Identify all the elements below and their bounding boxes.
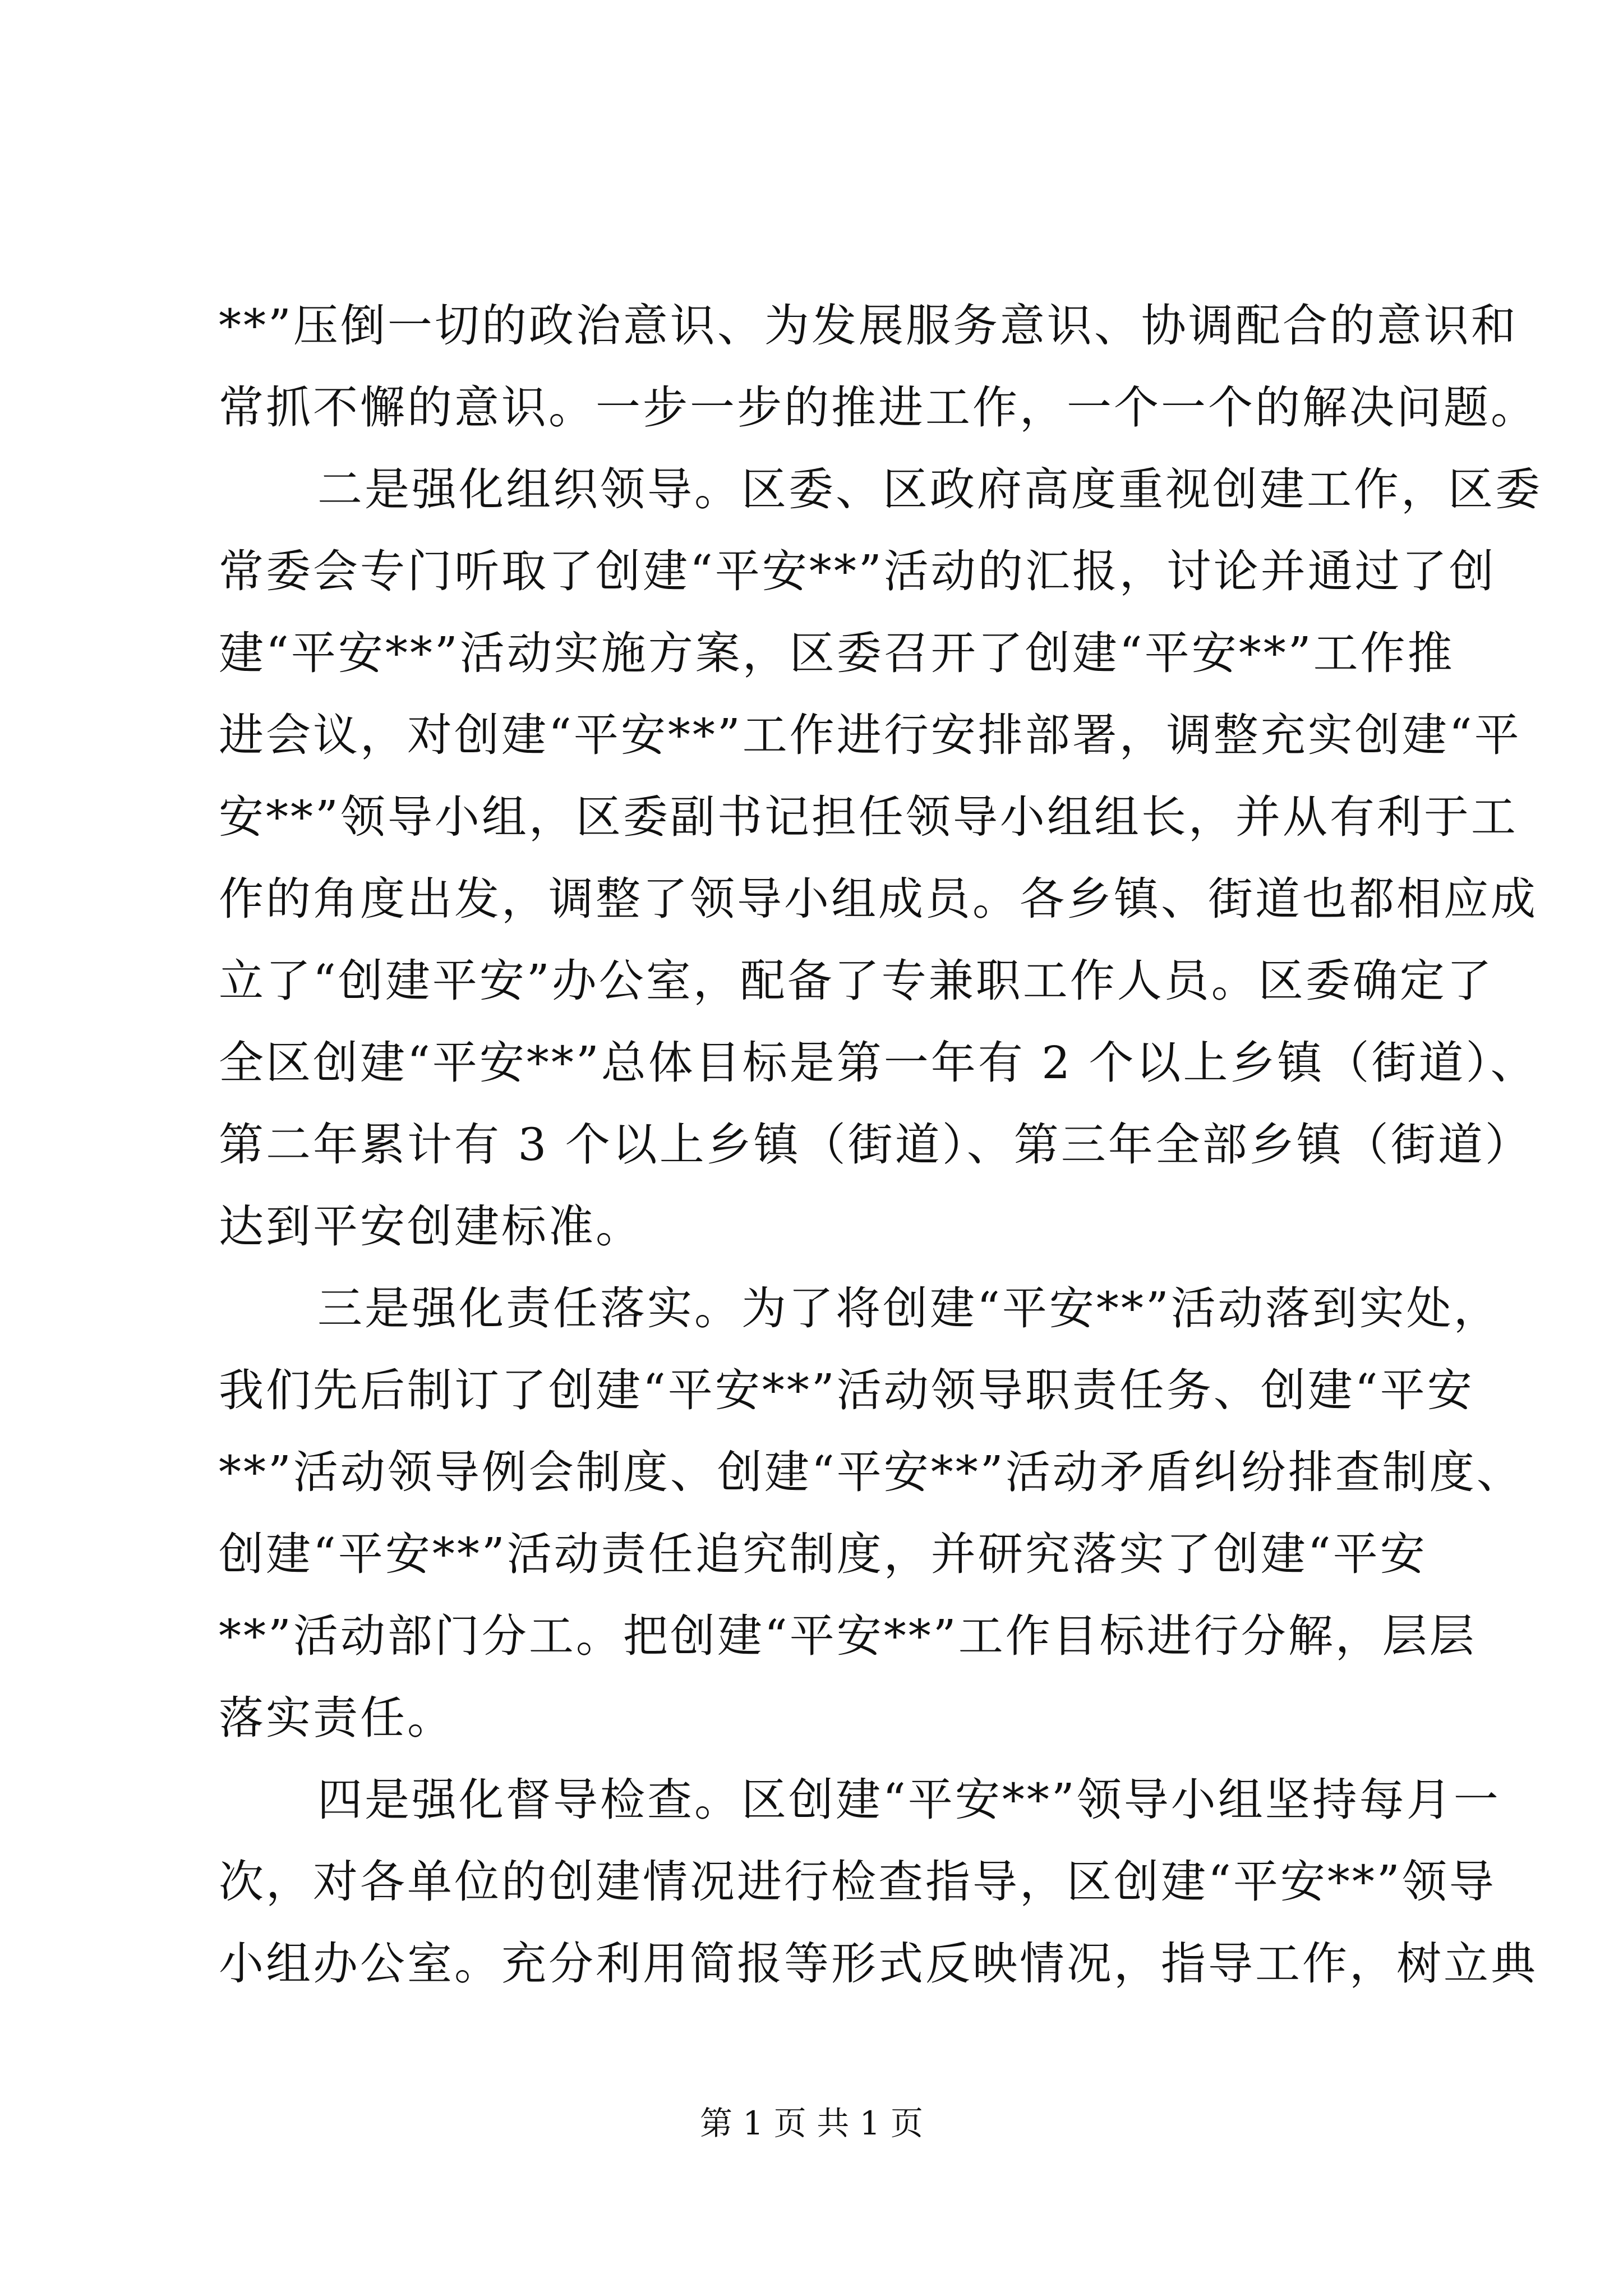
text-line: 作的角度出发，调整了领导小组成员。各乡镇、街道也都相应成 — [219, 873, 1538, 925]
text-line: **”活动部门分工。把创建“平安**”工作目标进行分解，层层 — [219, 1610, 1477, 1662]
body-text — [219, 285, 1542, 2005]
page-footer — [0, 2101, 1623, 2146]
text-line: 创建“平安**”活动责任追究制度，并研究落实了创建“平安 — [219, 1528, 1427, 1580]
text-line: **”活动领导例会制度、创建“平安**”活动矛盾纠纷排查制度、 — [219, 1446, 1524, 1498]
text-line: 进会议，对创建“平安**”工作进行安排部署，调整充实创建“平 — [219, 709, 1521, 761]
text-line: 我们先后制订了创建“平安**”活动领导职责任务、创建“平安 — [219, 1364, 1474, 1416]
text-line: 第二年累计有 3 个以上乡镇（街道）、第三年全部乡镇（街道） — [219, 1119, 1532, 1171]
page-number-label: 第 1 页 共 1 页 — [700, 2104, 923, 2142]
text-line: 常抓不懈的意识。一步一步的推进工作，一个一个的解决问题。 — [219, 381, 1538, 434]
text-line: 建“平安**”活动实施方案，区委召开了创建“平安**”工作推 — [219, 627, 1455, 679]
text-line: 全区创建“平安**”总体目标是第一年有 2 个以上乡镇（街道）、 — [219, 1037, 1538, 1089]
text-line: 达到平安创建标准。 — [219, 1200, 643, 1253]
text-line: 小组办公室。充分利用简报等形式反映情况，指导工作，树立典 — [219, 1938, 1538, 1990]
paragraph-start-line: 二是强化组织领导。区委、区政府高度重视创建工作，区委 — [317, 463, 1542, 516]
paragraph-start-line: 四是强化督导检查。区创建“平安**”领导小组坚持每月一 — [317, 1774, 1501, 1826]
text-line: 常委会专门听取了创建“平安**”活动的汇报，讨论并通过了创 — [219, 545, 1496, 597]
text-line: 次，对各单位的创建情况进行检查指导，区创建“平安**”领导 — [219, 1856, 1496, 1908]
text-line: **”压倒一切的政治意识、为发展服务意识、协调配合的意识和 — [219, 300, 1518, 352]
paragraph-start-line: 三是强化责任落实。为了将创建“平安**”活动落到实处， — [317, 1282, 1501, 1335]
text-line: 立了“创建平安”办公室，配备了专兼职工作人员。区委确定了 — [219, 955, 1494, 1007]
text-line: 安**”领导小组，区委副书记担任领导小组组长，并从有利于工 — [219, 791, 1518, 843]
text-line: 落实责任。 — [219, 1692, 454, 1744]
